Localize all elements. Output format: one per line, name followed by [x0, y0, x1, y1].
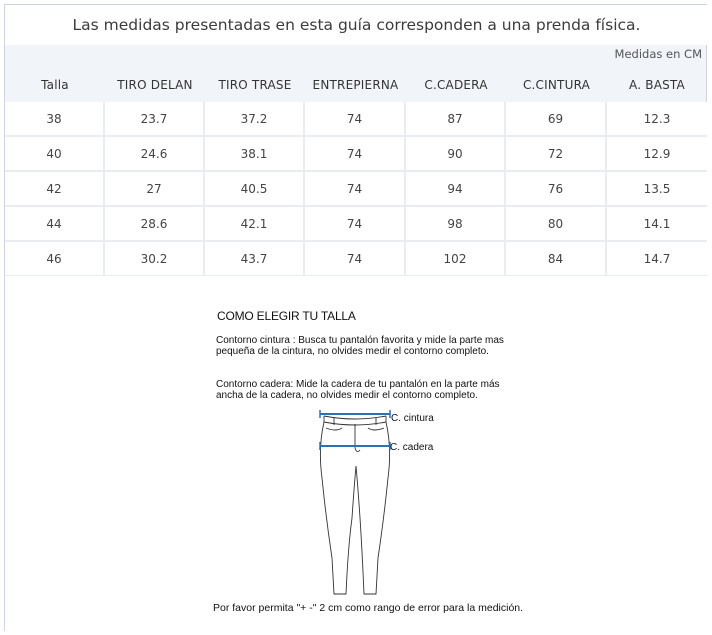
- column-header-basta: A. BASTA: [629, 78, 685, 92]
- table-cell: 87: [406, 102, 506, 137]
- table-cell: 44: [5, 207, 105, 242]
- column-header-cintura: C.CINTURA: [522, 78, 591, 92]
- table-cell: 42: [5, 172, 105, 207]
- table-cell: 98: [406, 207, 506, 242]
- table-cell: 69: [506, 102, 607, 137]
- table-cell: 27: [105, 172, 205, 207]
- table-cell: 38.1: [205, 137, 305, 172]
- table-cell: 40.5: [205, 172, 305, 207]
- size-guide-panel: [4, 4, 707, 631]
- hip-instructions: Contorno cadera: Mide la cadera de tu pantalón en la parte más ancha de la cadera, no olvides medir el contorno completo.: [216, 379, 500, 401]
- waist-instructions: Contorno cintura : Busca tu pantalón favorita y mide la parte mas pequeña de la cintura, no olvides medir el contorno completo.: [216, 335, 504, 357]
- table-cell: 12.9: [607, 137, 707, 172]
- guide-heading: COMO ELEGIR TU TALLA: [217, 309, 356, 323]
- table-cell: 84: [506, 242, 607, 277]
- table-cell: 13.5: [607, 172, 707, 207]
- column-header-entrepierna: ENTREPIERNA: [312, 78, 399, 92]
- pants-diagram: [310, 408, 405, 598]
- page-title: Las medidas presentadas en esta guía corresponden a una prenda física.: [5, 5, 708, 45]
- column-header-cadera: C.CADERA: [424, 78, 488, 92]
- table-cell: 72: [506, 137, 607, 172]
- table-cell: 14.7: [607, 242, 707, 277]
- table-row: [5, 172, 707, 207]
- table-cell: 74: [305, 137, 406, 172]
- table-cell: 74: [305, 102, 406, 137]
- table-cell: 42.1: [205, 207, 305, 242]
- table-cell: 14.1: [607, 207, 707, 242]
- table-row: [5, 137, 707, 172]
- table-row: [5, 242, 707, 277]
- column-header-tiro-delan: TIRO DELAN: [117, 78, 193, 92]
- column-header-tiro-trase: TIRO TRASE: [218, 78, 292, 92]
- table-cell: 102: [406, 242, 506, 277]
- table-cell: 12.3: [607, 102, 707, 137]
- hip-label: C. cadera: [390, 442, 434, 453]
- table-cell: 80: [506, 207, 607, 242]
- table-cell: 24.6: [105, 137, 205, 172]
- table-cell: 28.6: [105, 207, 205, 242]
- table-cell: 37.2: [205, 102, 305, 137]
- waist-label: C. cintura: [391, 413, 434, 424]
- table-cell: 40: [5, 137, 105, 172]
- size-table: [5, 68, 707, 277]
- table-cell: 30.2: [105, 242, 205, 277]
- table-header-row: [5, 68, 707, 102]
- measurement-guide: [5, 276, 707, 631]
- table-cell: 23.7: [105, 102, 205, 137]
- table-cell: 74: [305, 207, 406, 242]
- table-cell: 90: [406, 137, 506, 172]
- tolerance-note: Por favor permita "+ -" 2 cm como rango de error para la medición.: [213, 602, 524, 614]
- table-cell: 46: [5, 242, 105, 277]
- table-cell: 43.7: [205, 242, 305, 277]
- table-row: [5, 102, 707, 137]
- table-cell: 74: [305, 242, 406, 277]
- table-cell: 76: [506, 172, 607, 207]
- table-cell: 38: [5, 102, 105, 137]
- table-cell: 74: [305, 172, 406, 207]
- table-cell: 94: [406, 172, 506, 207]
- column-header-talla: Talla: [41, 78, 69, 92]
- units-label: Medidas en CM: [614, 47, 702, 61]
- table-row: [5, 207, 707, 242]
